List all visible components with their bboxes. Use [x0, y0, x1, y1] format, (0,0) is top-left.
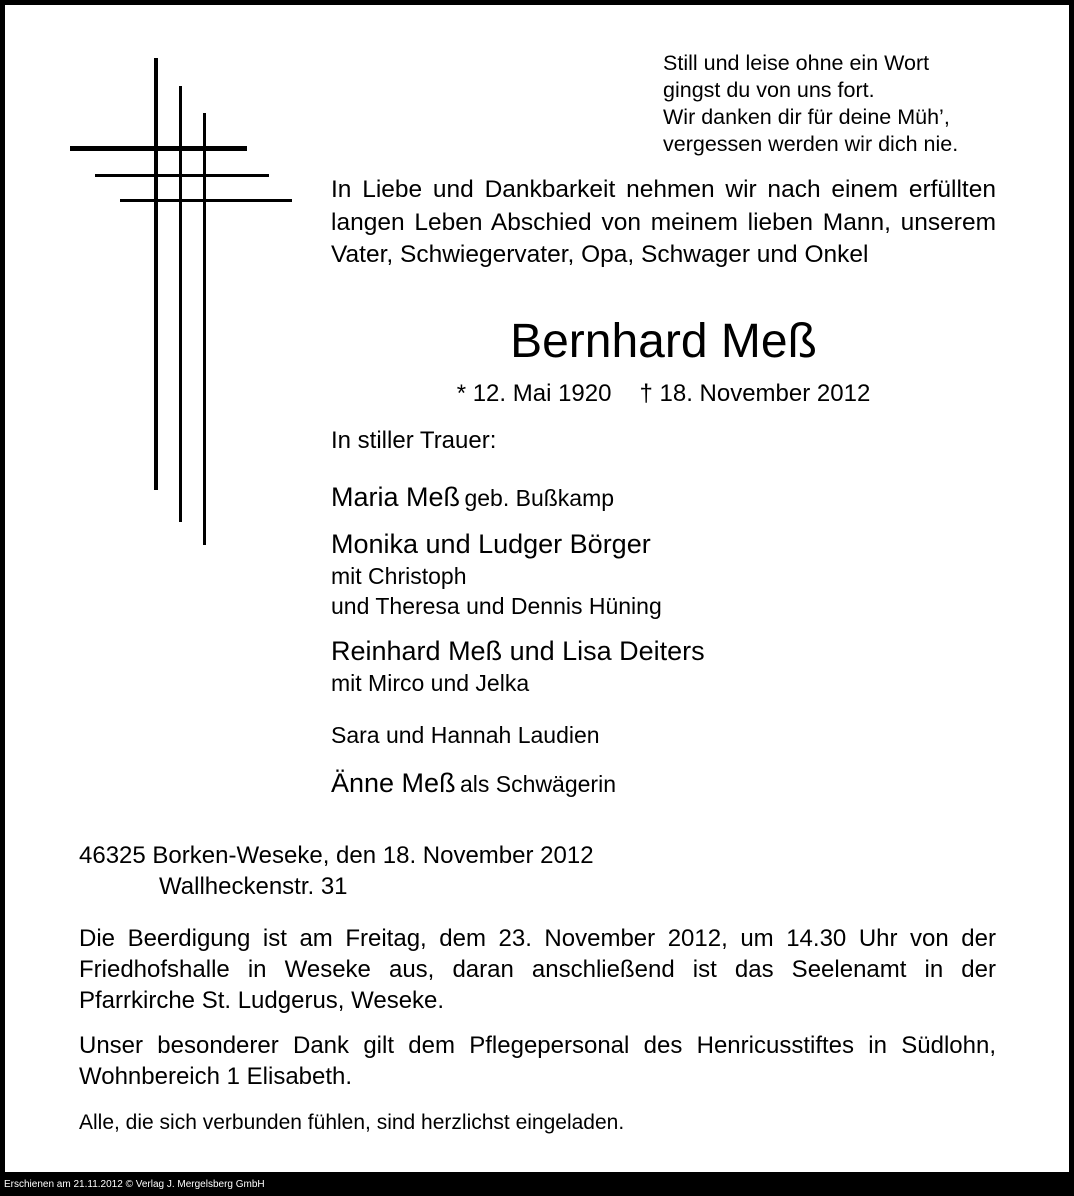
mourner-name: Reinhard Meß und Lisa Deiters	[331, 636, 705, 666]
mourner-line: mit Christoph	[331, 563, 467, 589]
funeral-notice: Die Beerdigung ist am Freitag, dem 23. November 2012, um 14.30 Uhr von der Friedhofshalle in Weseke aus, daran anschließend ist das Seelenamt in der Pfarrkirche St. Ludgerus, Weseke.	[79, 925, 996, 1014]
city-date: 46325 Borken-Weseke, den 18. November 2012	[79, 842, 594, 869]
street-address: Wallheckenstr. 31	[159, 873, 348, 900]
life-dates	[331, 377, 996, 411]
mourner-suffix: geb. Bußkamp	[464, 485, 615, 511]
poem-line: Wir danken dir für deine Müh’,	[663, 105, 950, 129]
poem-line: vergessen werden wir dich nie.	[663, 132, 959, 156]
mourner-name: Maria Meß	[331, 482, 461, 512]
publication-footer: Erschienen am 21.11.2012 © Verlag J. Mergelsberg GmbH	[4, 1179, 265, 1190]
invitation-notice: Alle, die sich verbunden fühlen, sind herzlichst eingeladen.	[79, 1111, 625, 1134]
mourner-line: Sara und Hannah Laudien	[331, 722, 600, 748]
death-date: † 18. November 2012	[639, 380, 871, 407]
mourner-entry	[331, 720, 705, 750]
thanks-notice: Unser besonderer Dank gilt dem Pflegepersonal des Henricusstiftes in Südlohn, Wohnbereich 1 Elisabeth.	[79, 1032, 996, 1090]
mourner-list	[331, 480, 705, 813]
birth-date: * 12. Mai 1920	[456, 380, 612, 407]
deceased-name: Bernhard Meß	[510, 315, 817, 368]
poem	[663, 50, 958, 158]
address-block	[79, 840, 594, 902]
mourner-entry	[331, 634, 705, 698]
mourner-line: mit Mirco und Jelka	[331, 670, 530, 696]
mourner-entry	[331, 480, 705, 514]
poem-line: Still und leise ohne ein Wort	[663, 51, 930, 75]
mourner-entry	[331, 527, 705, 621]
poem-line: gingst du von uns fort.	[663, 78, 875, 102]
intro-text: In Liebe und Dankbarkeit nehmen wir nach einem erfüllten langen Leben Abschied von meinem lieben Mann, unserem Vater, Schwiegervater, Opa, Schwager und Onkel	[331, 176, 996, 268]
mourner-suffix: als Schwägerin	[460, 771, 616, 797]
mourner-name: Änne Meß	[331, 768, 456, 798]
mourner-line: und Theresa und Dennis Hüning	[331, 593, 662, 619]
mourner-entry	[331, 766, 705, 800]
mourning-label: In stiller Trauer:	[331, 427, 497, 454]
mourner-name: Monika und Ludger Börger	[331, 529, 651, 559]
